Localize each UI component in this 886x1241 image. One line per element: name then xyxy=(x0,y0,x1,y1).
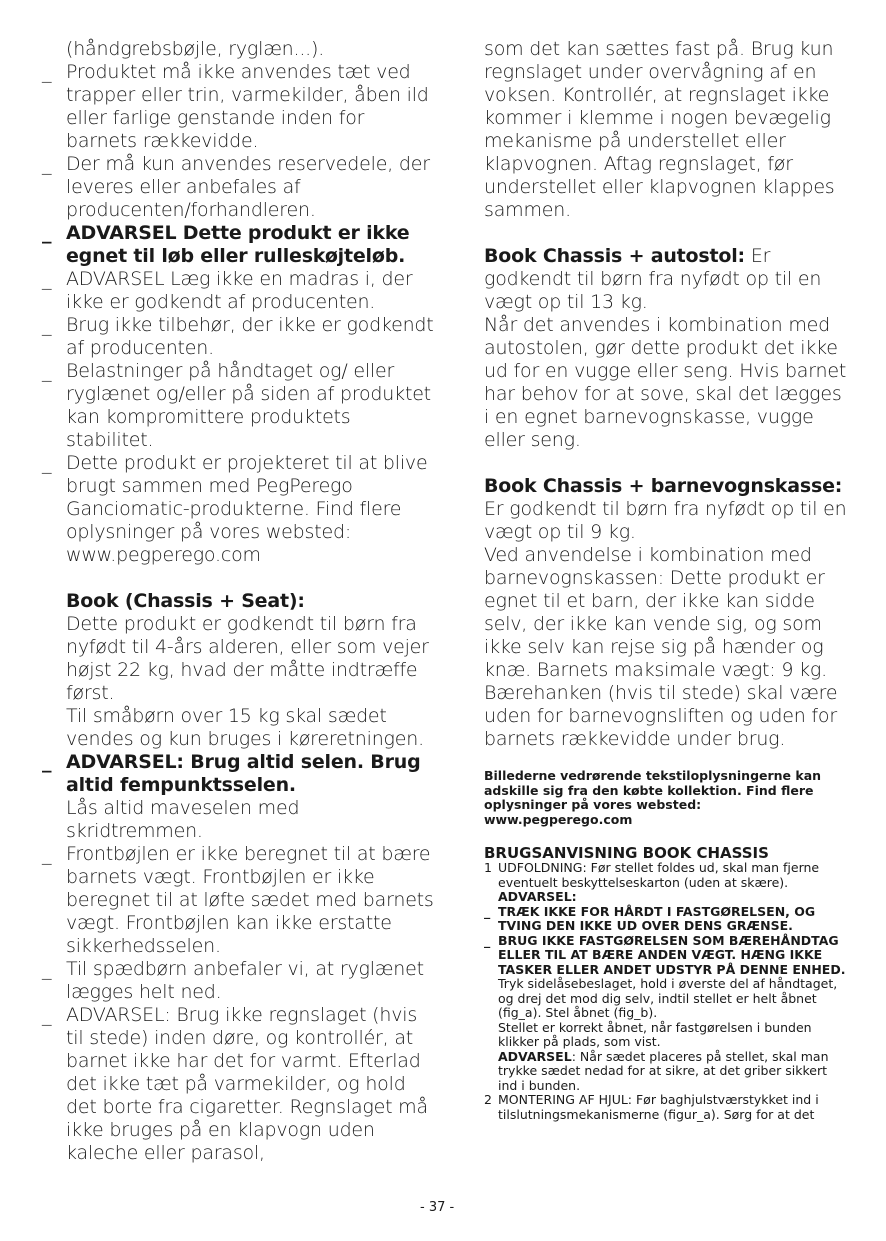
step-1-warning: _ TRÆK IKKE FOR HÅRDT I FASTGØRELSEN, OG TVING DEN IKKE UD OVER DENS GRÆNSE. xyxy=(484,903,816,933)
book-heading: Book (Chassis + Seat): xyxy=(66,590,305,612)
book-text: Dette produkt er godkendt til børn fra nyfødt til 4-års alderen, eller som vejer højst 22 kg, hvad der måtte indtræffe først. xyxy=(66,613,429,704)
intro-text: (håndgrebsbøjle, ryglæn...). xyxy=(66,38,325,60)
autostol-heading: Book Chassis + autostol: xyxy=(484,245,745,267)
step-1: 1 UDFOLDNING: Før stellet foldes ud, skal man fjerne eventuelt beskyttelseskarton (uden at skære). ADVARSEL: xyxy=(484,860,820,904)
page-number: - 37 - xyxy=(420,1200,455,1215)
warning-bold: _ ADVARSEL: Brug altid selen. Brug altid fempunktsselen. xyxy=(42,751,421,796)
list-item: _ ADVARSEL: Brug ikke regnslaget (hvis til stede) inden døre, og kontrollér, at barnet ikke har det for varmt. Efterlad det ikke tæt på varmekilder, og hold det borte fra cigaretter. Regnslaget må ikke bruges på en klapvogn uden kaleche eller parasol, xyxy=(42,1004,428,1164)
list-item: _ Produktet må ikke anvendes tæt ved trapper eller trin, varmekilder, åben ild eller farlige genstande inden for barnets rækkevidde. xyxy=(42,61,429,152)
left-column xyxy=(42,38,438,1165)
list-item: _ Dette produkt er projekteret til at blive brugt sammen med PegPerego Ganciomatic-produkterne. Find flere oplysninger på vores websted: www.pegperego.com xyxy=(42,452,428,566)
autostol-text: Når det anvendes i kombination med autostolen, gør dette produkt det ikke ud for en vugge eller seng. Hvis barnet har behov for at sove, skal det lægges i en egnet barnevognskasse, vugge eller seng. xyxy=(484,314,847,451)
list-item: _ Brug ikke tilbehør, der ikke er godkendt af producenten. xyxy=(42,314,434,359)
step-2: 2 MONTERING AF HJUL: Før baghjulstværstykket ind i tilslutningsmekanismerne (figur_a). Sørg for at det xyxy=(484,1092,819,1122)
warning-bold: _ ADVARSEL Dette produkt er ikke egnet til løb eller rulleskøjteløb. xyxy=(42,222,410,267)
autostol-section: Book Chassis + autostol: Er godkendt til børn fra nyfødt op til en vægt op til 13 kg. xyxy=(484,245,822,313)
list-item: _ Til spædbørn anbefaler vi, at ryglænet lægges helt ned. xyxy=(42,958,424,1003)
list-item: _ ADVARSEL Læg ikke en madras i, der ikke er godkendt af producenten. xyxy=(42,268,413,313)
step-1-warning: _ BRUG IKKE FASTGØRELSEN SOM BÆREHÅNDTAG ELLER TIL AT BÆRE ANDEN VÆGT. HÆNG IKKE TASKER ELLER ANDET UDSTYR PÅ DENNE ENHED. xyxy=(484,932,846,977)
list-item: _ Der må kun anvendes reservedele, der leveres eller anbefales af producenten/forhandleren. xyxy=(42,153,430,221)
step-1-details: Tryk sidelåsebeslaget, hold i øverste del af håndtaget, og drej det mod dig selv, indtil stellet er helt åbnet (fig_a). Stel åbnet (fig_b). Stellet er korrekt åbnet, når fastgørelsen i bunden klikker på plads, som vist. ADVARSEL: Når sædet placeres på stellet, skal man trykke sædet nedad for at sikre, at det griber sikkert ind i bunden. xyxy=(498,976,838,1093)
list-item: _ Belastninger på håndtaget og/ eller ryglænet og/eller på siden af produktet kan kompromittere produktets stabilitet. xyxy=(42,360,431,451)
note-text: Billederne vedrørende tekstiloplysningerne kan adskille sig fra den købte kollektion. Find flere oplysninger på vores websted: www.pegperego.com xyxy=(484,768,822,827)
continuation-text: som det kan sættes fast på. Brug kun regnslaget under overvågning af en voksen. Kontrollér, at regnslaget ikke kommer i klemme i nogen bevægelig mekanisme på understellet eller klapvognen. Aftag regnslaget, før understellet eller klapvognen klappes sammen. xyxy=(484,38,835,221)
book-text: Til småbørn over 15 kg skal sædet vendes og kun bruges i køreretningen. xyxy=(66,705,424,750)
usage-heading: BRUGSANVISNING BOOK CHASSIS xyxy=(484,844,769,862)
barnevogn-text: Ved anvendelse i kombination med barnevognskassen: Dette produkt er egnet til et barn, der ikke kan sidde selv, der ikke kan vende sig, og som ikke selv kan rejse sig på hænder og knæ. Barnets maksimale vægt: 9 kg. Bærehanken (hvis til stede) skal være uden for barnevognsliften og uden for barnets rækkevidde under brug. xyxy=(484,544,838,750)
warning-text: Lås altid maveselen med skridtremmen. xyxy=(66,797,300,842)
list-item: _ Frontbøjlen er ikke beregnet til at bære barnets vægt. Frontbøjlen er ikke beregnet til at løfte sædet med barnets vægt. Frontbøjlen kan ikke erstatte sikkerhedsselen. xyxy=(42,843,434,957)
right-column xyxy=(484,38,850,1122)
barnevogn-text: Er godkendt til børn fra nyfødt op til en vægt op til 9 kg. xyxy=(484,498,847,543)
barnevogn-heading: Book Chassis + barnevognskasse: xyxy=(484,475,843,497)
